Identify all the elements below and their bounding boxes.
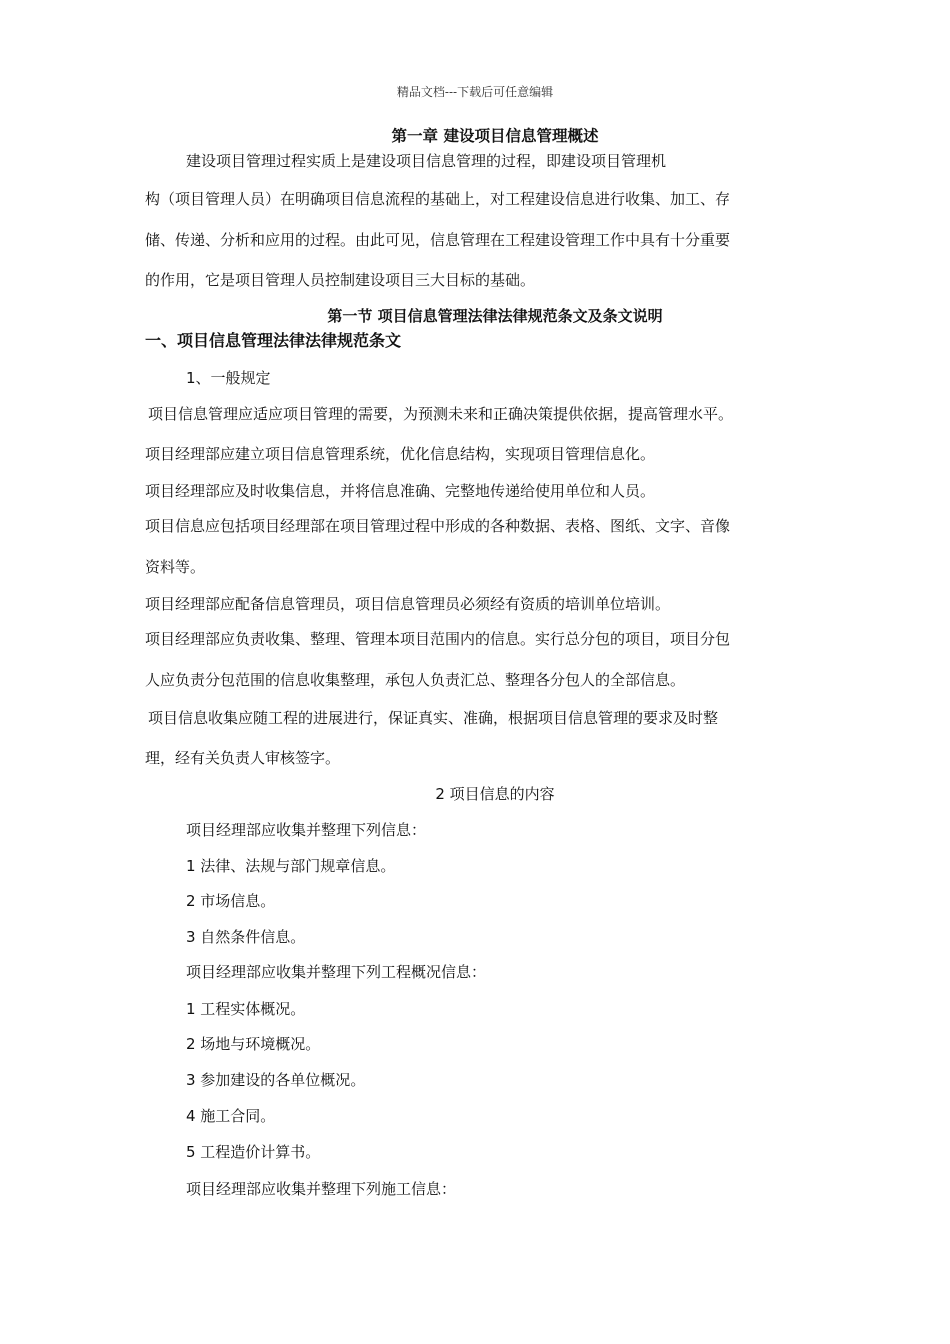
list-intro: 项目经理部应收集并整理下列施工信息： (186, 1180, 457, 1198)
chapter-title: 第一章 建设项目信息管理概述 (391, 127, 599, 145)
intro-line: 构（项目管理人员）在明确项目信息流程的基础上，对工程建设信息进行收集、加工、存 (145, 190, 731, 208)
paragraph-line: 项目经理部应负责收集、整理、管理本项目范围内的信息。实行总分包的项目，项目分包 (145, 630, 731, 648)
list-intro: 项目经理部应收集并整理下列信息： (186, 821, 427, 839)
subsection-title: 2 项目信息的内容 (435, 785, 555, 803)
paragraph-line: 项目信息收集应随工程的进展进行，保证真实、准确，根据项目信息管理的要求及时整 (148, 709, 719, 727)
list-item: 3 自然条件信息。 (186, 928, 306, 946)
list-item: 1 法律、法规与部门规章信息。 (186, 857, 396, 875)
intro-line: 储、传递、分析和应用的过程。由此可见，信息管理在工程建设管理工作中具有十分重要 (145, 231, 731, 249)
paragraph-line: 项目经理部应配备信息管理员，项目信息管理员必须经有资质的培训单位培训。 (145, 595, 671, 613)
paragraph-line: 人应负责分包范围的信息收集整理，承包人负责汇总、整理各分包人的全部信息。 (145, 671, 686, 689)
paragraph-line: 资料等。 (145, 558, 206, 576)
list-item: 4 施工合同。 (186, 1107, 276, 1125)
list-item: 1 工程实体概况。 (186, 1000, 306, 1018)
paragraph-line: 项目经理部应及时收集信息，并将信息准确、完整地传递给使用单位和人员。 (145, 482, 656, 500)
list-intro: 项目经理部应收集并整理下列工程概况信息： (186, 963, 487, 981)
watermark-header: 精品文档---下载后可任意编辑 (396, 85, 554, 99)
list-item: 5 工程造价计算书。 (186, 1143, 321, 1161)
intro-line: 建设项目管理过程实质上是建设项目信息管理的过程，即建设项目管理机 (186, 152, 667, 170)
paragraph-line: 理，经有关负责人审核签字。 (145, 749, 341, 767)
paragraph-line: 项目信息应包括项目经理部在项目管理过程中形成的各种数据、表格、图纸、文字、音像 (145, 517, 731, 535)
paragraph-line: 项目经理部应建立项目信息管理系统，优化信息结构，实现项目管理信息化。 (145, 445, 656, 463)
paragraph-line: 项目信息管理应适应项目管理的需要，为预测未来和正确决策提供依据，提高管理水平。 (148, 405, 734, 423)
list-item: 2 市场信息。 (186, 892, 276, 910)
section-title: 第一节 项目信息管理法律法律规范条文及条文说明 (327, 307, 663, 325)
list-item: 2 场地与环境概况。 (186, 1035, 321, 1053)
subsection-title: 1、一般规定 (186, 369, 271, 387)
part-heading: 一、项目信息管理法律法律规范条文 (145, 331, 402, 350)
list-item: 3 参加建设的各单位概况。 (186, 1071, 366, 1089)
intro-line: 的作用，它是项目管理人员控制建设项目三大目标的基础。 (145, 271, 536, 289)
